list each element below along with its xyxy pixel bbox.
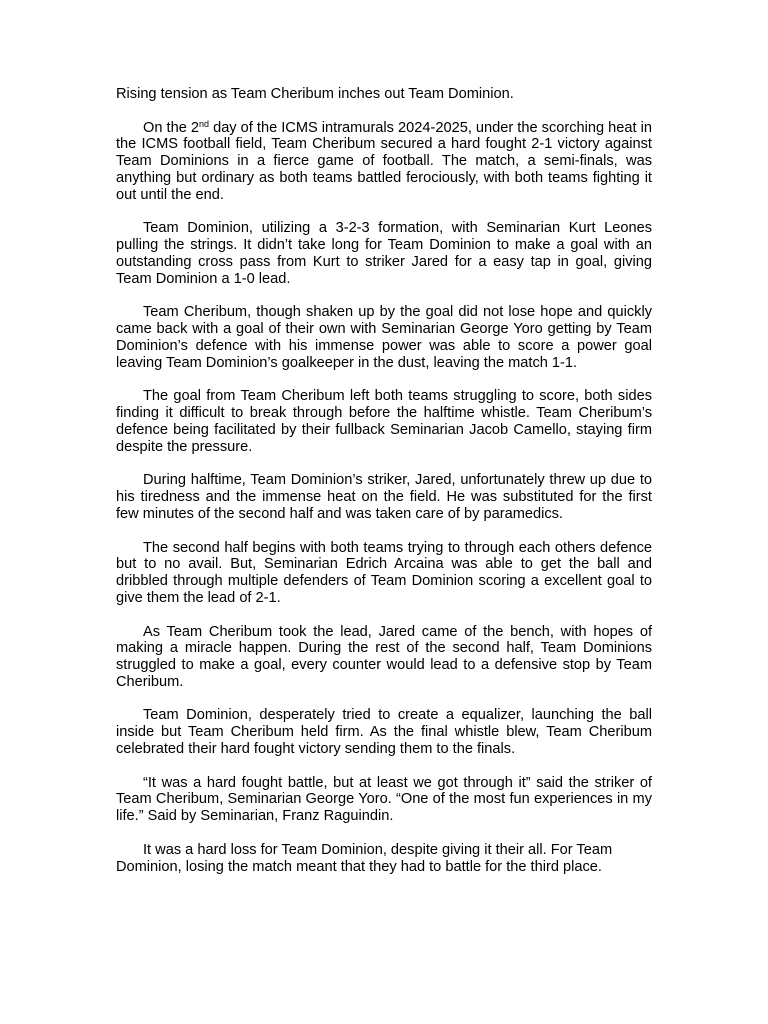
paragraph-lead: As Team Cheribum took the lead, Jared came of the bench, with hopes of making a miracle happen. During the rest of the second half, Team Dominions struggled to make a goal, every counter would lead to a defensive stop by Team Cheribum. bbox=[116, 623, 652, 690]
paragraph-quotes: “It was a hard fought battle, but at least we got through it” said the striker of Team Cheribum, Seminarian George Yoro. “One of the most fun experiences in my life.” Said by Seminarian, Franz Raguindin. bbox=[116, 774, 652, 825]
intro-text-rest: day of the ICMS intramurals 2024-2025, under the scorching heat in the ICMS football field, Team Cheribum secured a hard fought 2-1 victory against Team Dominions in a fierce game of football. The match, a semi-finals, was anything but ordinary as both teams battled ferociously, with both teams fighting it out until the end. bbox=[116, 119, 652, 203]
intro-text-start: On the 2 bbox=[143, 119, 199, 136]
ordinal-suffix: nd bbox=[199, 118, 210, 129]
paragraph-deadlock: The goal from Team Cheribum left both teams struggling to score, both sides finding it difficult to break through before the halftime whistle. Team Cheribum’s defence being facilitated by their fullback Seminarian Jacob Camello, staying firm despite the pressure. bbox=[116, 388, 652, 455]
article-headline: Rising tension as Team Cheribum inches out Team Dominion. bbox=[116, 86, 514, 102]
paragraph-first-goal: Team Dominion, utilizing a 3-2-3 formation, with Seminarian Kurt Leones pulling the strings. It didn’t take long for Team Dominion to make a goal with an outstanding cross pass from Kurt to striker Jared for a easy tap in goal, giving Team Dominion a 1-0 lead. bbox=[116, 220, 652, 287]
paragraph-intro bbox=[116, 120, 652, 204]
paragraph-equalizer: Team Cheribum, though shaken up by the goal did not lose hope and quickly came back with a goal of their own with Seminarian George Yoro getting by Team Dominion’s defence with his immense power was able to score a power goal leaving Team Dominion’s goalkeeper in the dust, leaving the match 1-1. bbox=[116, 304, 652, 371]
paragraph-halftime: During halftime, Team Dominion’s striker, Jared, unfortunately threw up due to his tiredness and the immense heat on the field. He was substituted for the first few minutes of the second half and was taken care of by paramedics. bbox=[116, 472, 652, 522]
paragraph-second-half: The second half begins with both teams trying to through each others defence but to no avail. But, Seminarian Edrich Arcaina was able to get the ball and dribbled through multiple defenders of Team Dominion scoring a excellent goal to give them the lead of 2-1. bbox=[116, 539, 652, 606]
document-page bbox=[116, 86, 652, 875]
paragraph-conclusion: It was a hard loss for Team Dominion, despite giving it their all. For Team Dominion, losing the match meant that they had to battle for the third place. bbox=[116, 841, 613, 875]
paragraph-final-whistle: Team Dominion, desperately tried to create a equalizer, launching the ball inside but Team Cheribum held firm. As the final whistle blew, Team Cheribum celebrated their hard fought victory sending them to the finals. bbox=[116, 707, 652, 758]
